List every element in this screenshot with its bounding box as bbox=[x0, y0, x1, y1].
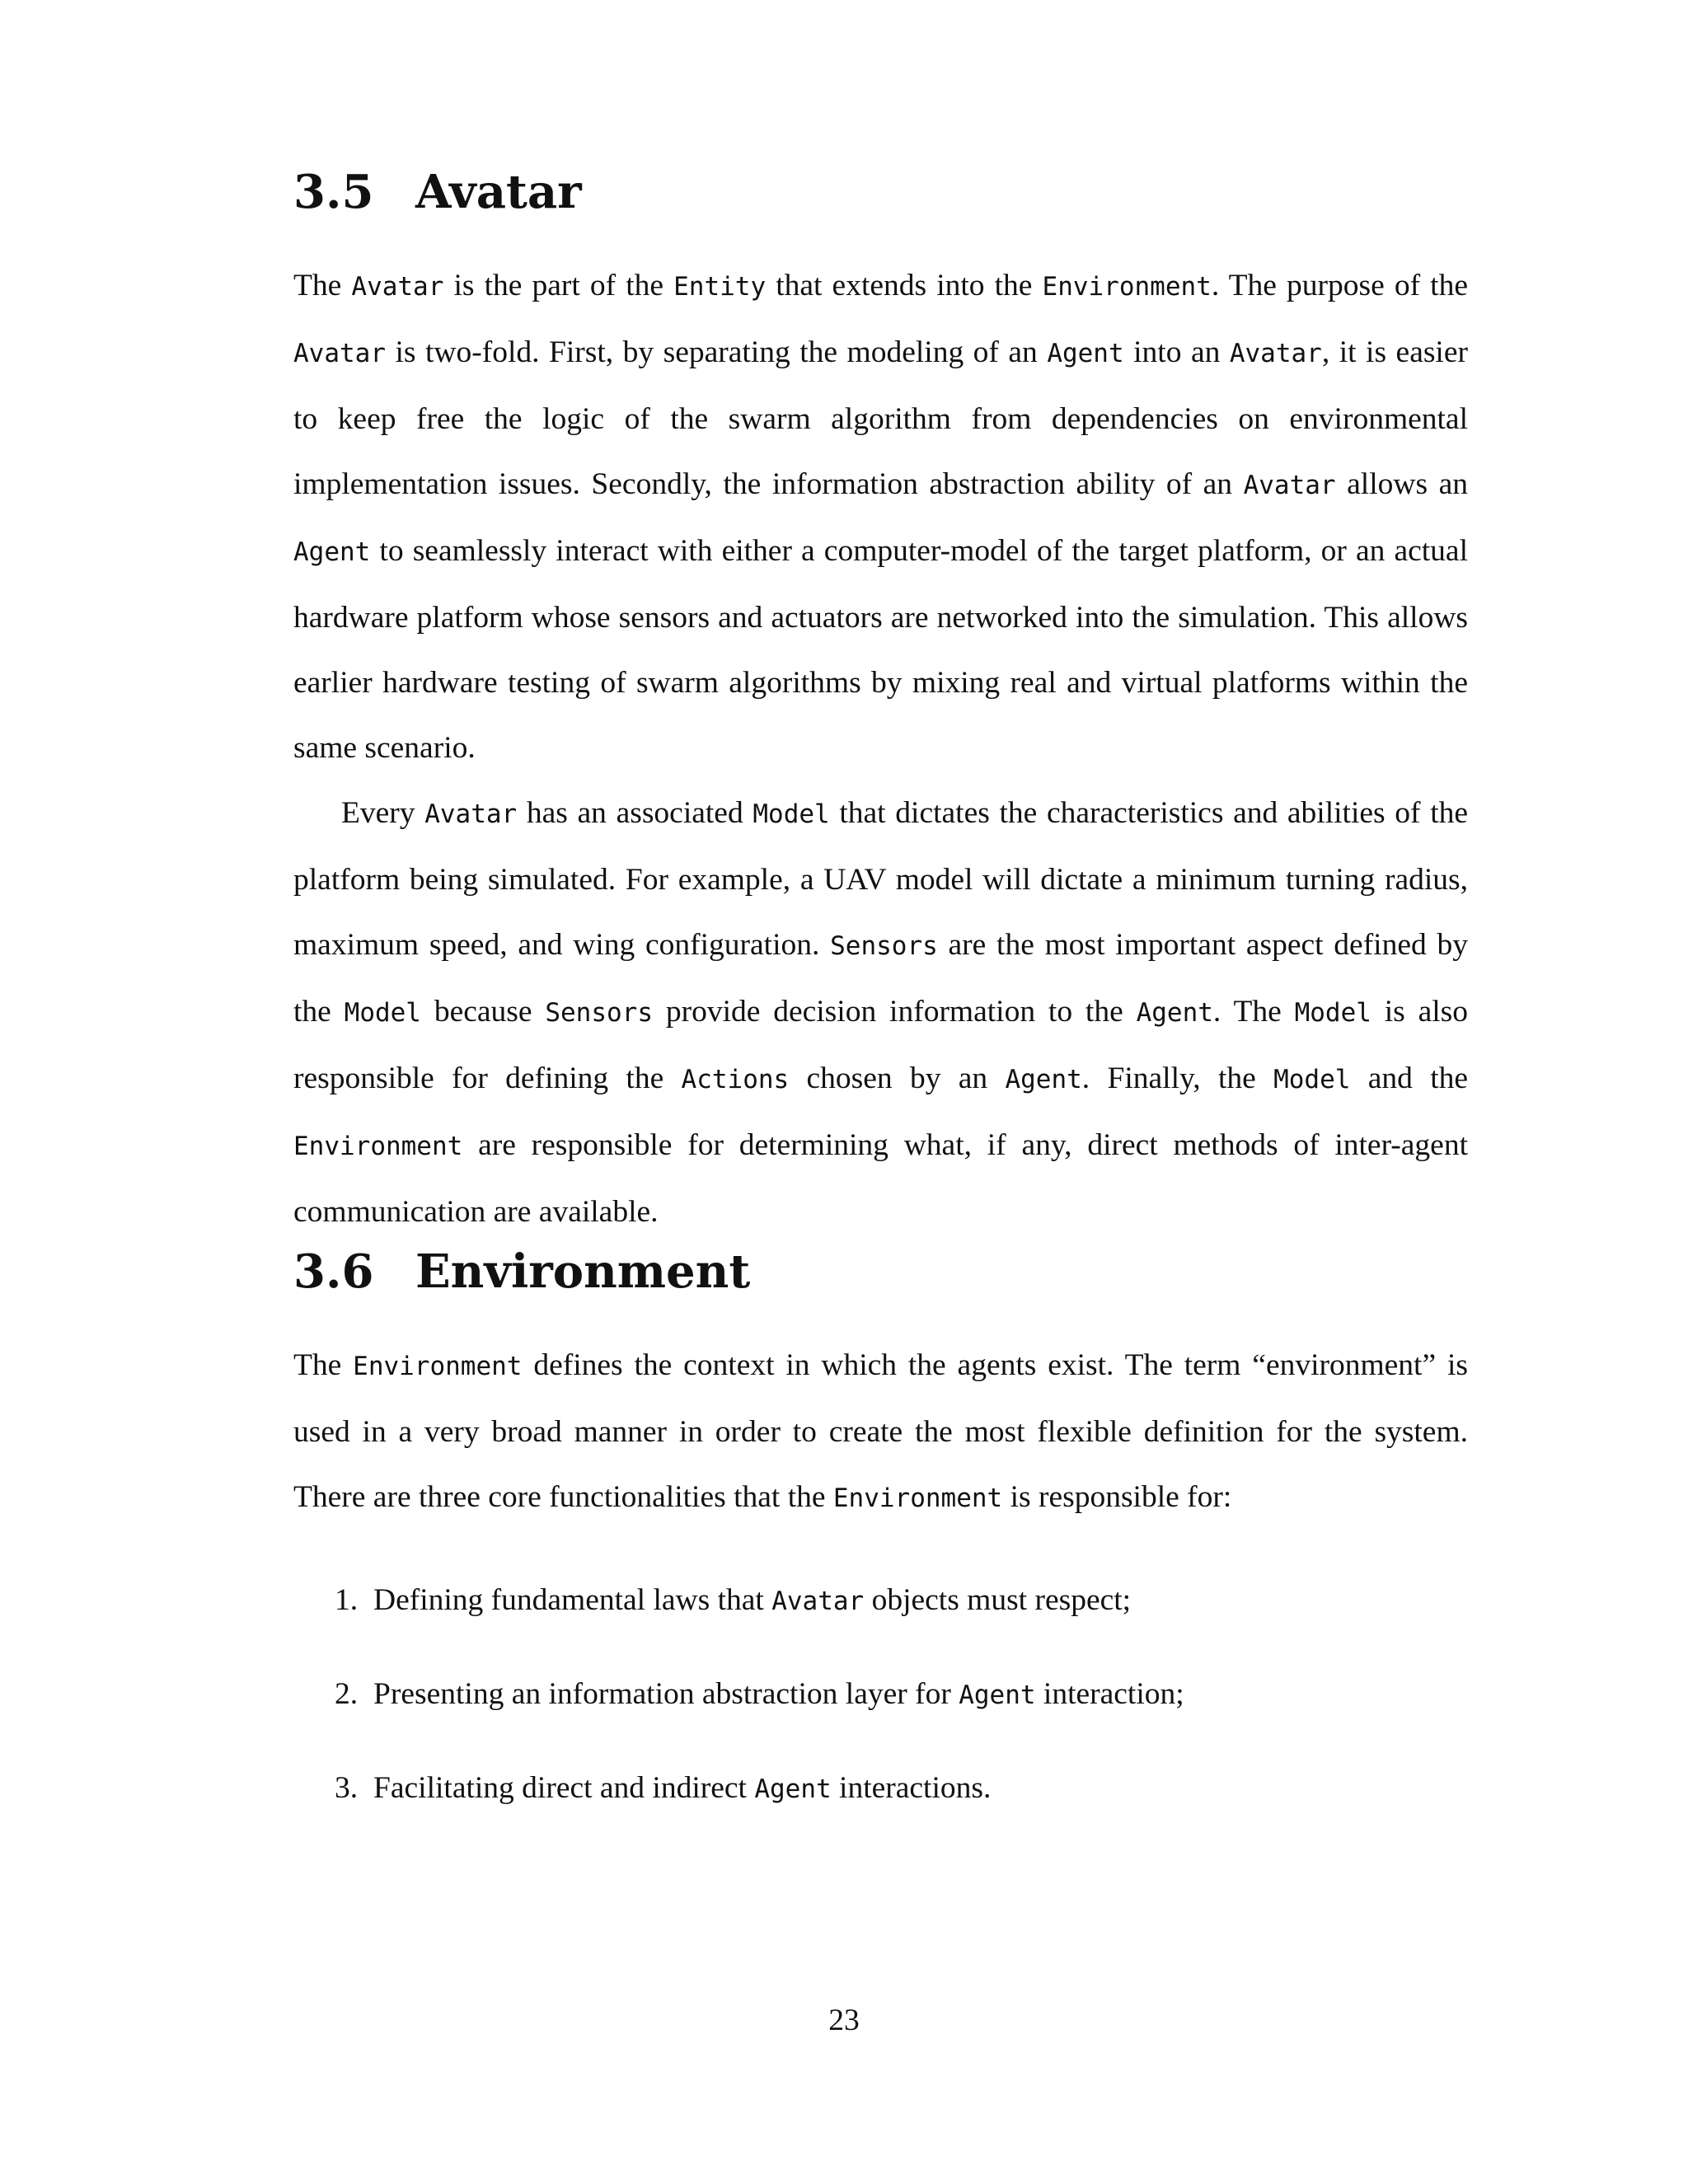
text-run: is the part of the bbox=[443, 269, 674, 303]
code-term: Sensors bbox=[830, 931, 938, 962]
text-run: allows an bbox=[1335, 467, 1468, 502]
section-heading-environment bbox=[293, 1244, 1468, 1300]
text-run: . The bbox=[1212, 995, 1295, 1029]
code-term: Agent bbox=[754, 1774, 832, 1805]
list-item-text bbox=[373, 1755, 991, 1822]
code-term: Avatar bbox=[293, 339, 386, 369]
code-term: Model bbox=[344, 998, 421, 1029]
list-item-text bbox=[373, 1661, 1184, 1728]
text-run: . Finally, the bbox=[1081, 1062, 1274, 1096]
code-term: Sensors bbox=[545, 998, 653, 1029]
list-item-text bbox=[373, 1568, 1131, 1634]
text-run: is responsible for: bbox=[1002, 1480, 1232, 1515]
list-item bbox=[335, 1661, 1468, 1728]
text-run: , it is easier to keep free the logic of the swarm algorithm from dependencies on environmental implementation issues. Secondly, the information abstraction ability of an bbox=[293, 335, 1468, 502]
text-run: that extends into the bbox=[766, 269, 1043, 303]
code-term: Avatar bbox=[424, 799, 518, 830]
code-term: Environment bbox=[832, 1483, 1003, 1514]
text-run: are responsible for determining what, if any, direct methods of inter-agent communication are available. bbox=[293, 1128, 1468, 1230]
text-run: to seamlessly interact with either a computer-model of the target platform, or an actual hardware platform whose sensors and actuators are networked into the simulation. This allows earlier hardware testing of swarm algorithms by mixing real and virtual platforms within the same scenario. bbox=[293, 534, 1468, 766]
code-term: Agent bbox=[1047, 339, 1124, 369]
code-term: Avatar bbox=[351, 272, 444, 302]
code-term: Environment bbox=[1042, 272, 1212, 302]
text-run: that dictates the characteristics and abilities of the platform being simulated. For example, a UAV model will dictate a minimum turning radius, maximum speed, and wing configuration. bbox=[293, 796, 1469, 963]
code-term: Avatar bbox=[771, 1586, 865, 1617]
list-marker: 1. bbox=[335, 1583, 359, 1618]
text-run: interaction; bbox=[1035, 1677, 1184, 1712]
avatar-paragraph-2 bbox=[293, 780, 1468, 1244]
section-number: 3.6 bbox=[293, 1244, 374, 1300]
text-run: Defining fundamental laws that bbox=[373, 1583, 772, 1618]
page-number: 23 bbox=[828, 2004, 860, 2037]
text-run: because bbox=[420, 995, 546, 1029]
text-run: . The purpose of the bbox=[1211, 269, 1468, 303]
text-run: is two-fold. First, by separating the modeling of an bbox=[385, 335, 1048, 370]
code-term: Environment bbox=[293, 1132, 463, 1162]
code-term: Agent bbox=[293, 537, 371, 568]
section-title: Environment bbox=[415, 1244, 751, 1300]
code-term: Actions bbox=[681, 1065, 790, 1095]
text-run: Every bbox=[341, 796, 425, 831]
functionality-list bbox=[293, 1568, 1468, 1822]
text-run: defines the context in which the agents exist. The term “environment” is used in a very broad manner in order to create the most flexible definition for the system. There are three core functionalities that the bbox=[293, 1348, 1468, 1515]
list-item bbox=[335, 1568, 1468, 1634]
text-run: The bbox=[293, 1348, 354, 1383]
code-term: Model bbox=[1273, 1065, 1351, 1095]
text-run: chosen by an bbox=[789, 1062, 1006, 1096]
avatar-paragraph-1 bbox=[293, 253, 1468, 780]
text-run: interactions. bbox=[831, 1771, 992, 1806]
text-run: objects must respect; bbox=[864, 1583, 1132, 1618]
text-run: provide decision information to the bbox=[653, 995, 1137, 1029]
text-run: has an associated bbox=[517, 796, 753, 831]
text-run: Facilitating direct and indirect bbox=[373, 1771, 755, 1806]
environment-paragraph-1 bbox=[293, 1333, 1468, 1531]
code-term: Agent bbox=[1136, 998, 1213, 1029]
code-term: Agent bbox=[959, 1680, 1036, 1711]
code-term: Model bbox=[753, 799, 830, 830]
code-term: Model bbox=[1294, 998, 1372, 1029]
text-run: is also responsible for defining the bbox=[293, 995, 1469, 1096]
text-run: and the bbox=[1350, 1062, 1469, 1096]
page-content bbox=[293, 165, 1468, 1849]
text-run: Presenting an information abstraction layer for bbox=[373, 1677, 959, 1712]
text-run: The bbox=[293, 269, 352, 303]
text-run: are the most important aspect defined by the bbox=[293, 928, 1468, 1029]
section-title: Avatar bbox=[415, 165, 582, 219]
section-number: 3.5 bbox=[293, 165, 374, 219]
text-run: into an bbox=[1123, 335, 1230, 370]
code-term: Entity bbox=[673, 272, 767, 302]
list-item bbox=[335, 1755, 1468, 1822]
code-term: Avatar bbox=[1243, 471, 1336, 501]
section-heading-avatar bbox=[293, 165, 1468, 220]
list-marker: 2. bbox=[335, 1677, 359, 1712]
list-marker: 3. bbox=[335, 1771, 359, 1806]
code-term: Agent bbox=[1005, 1065, 1082, 1095]
code-term: Environment bbox=[353, 1352, 523, 1382]
code-term: Avatar bbox=[1229, 339, 1322, 369]
